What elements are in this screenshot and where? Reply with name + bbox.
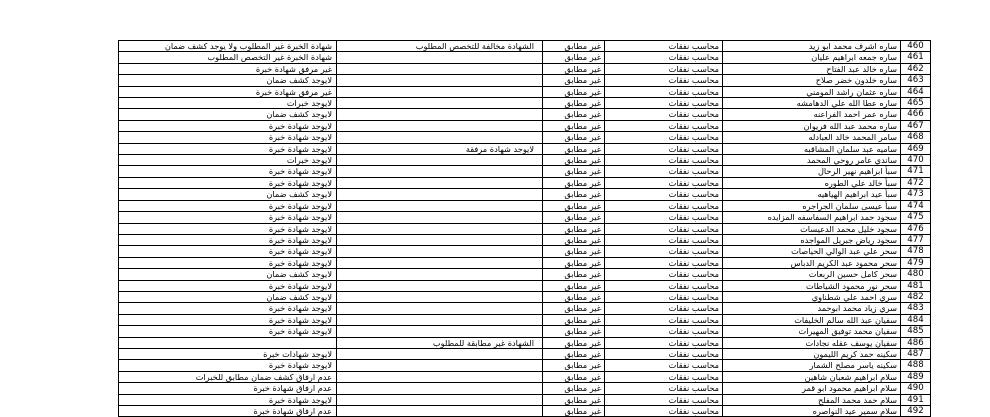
- applicant-name-cell: سحر محمود عبد الكريم الدباس: [723, 257, 901, 268]
- job-title-cell: محاسب نفقات: [605, 63, 723, 74]
- experience-note-cell: شهادة الخبرة غير التخصص المطلوب: [119, 52, 337, 63]
- match-status-cell: غير مطابق: [543, 200, 605, 211]
- row-number-cell: 472: [901, 177, 931, 188]
- job-title-cell: محاسب نفقات: [605, 257, 723, 268]
- job-title-cell: محاسب نفقات: [605, 177, 723, 188]
- specialization-note-cell: [337, 155, 543, 166]
- match-status-cell: غير مطابق: [543, 132, 605, 143]
- row-number-cell: 468: [901, 132, 931, 143]
- table-row: [119, 303, 931, 314]
- row-number-cell: 487: [901, 348, 931, 359]
- row-number-cell: 476: [901, 223, 931, 234]
- specialization-note-cell: [337, 326, 543, 337]
- experience-note-cell: شهادة الخبرة غير المطلوب ولا يوجد كشف ضمان: [119, 41, 337, 52]
- applicant-name-cell: سكينه ياسر مصلح الشمار: [723, 360, 901, 371]
- applicant-name-cell: سحر علي عبد الوالي الحياصات: [723, 246, 901, 257]
- job-title-cell: محاسب نفقات: [605, 303, 723, 314]
- specialization-note-cell: [337, 200, 543, 211]
- match-status-cell: غير مطابق: [543, 337, 605, 348]
- job-title-cell: محاسب نفقات: [605, 75, 723, 86]
- table-row: [119, 269, 931, 280]
- specialization-note-cell: [337, 257, 543, 268]
- match-status-cell: غير مطابق: [543, 383, 605, 394]
- experience-note-cell: لايوجد شهادة خبرة: [119, 314, 337, 325]
- experience-note-cell: لايوجد شهادة خبرة: [119, 246, 337, 257]
- table-row: [119, 246, 931, 257]
- row-number-cell: 481: [901, 280, 931, 291]
- job-title-cell: محاسب نفقات: [605, 212, 723, 223]
- job-title-cell: محاسب نفقات: [605, 41, 723, 52]
- table-row: [119, 41, 931, 52]
- job-title-cell: محاسب نفقات: [605, 143, 723, 154]
- applicant-name-cell: سبأ ابراهيم نهير الرحال: [723, 166, 901, 177]
- table-row: [119, 63, 931, 74]
- experience-note-cell: لايوجد شهادة خبرة: [119, 212, 337, 223]
- experience-note-cell: غير مرفق شهادة خبرة: [119, 63, 337, 74]
- row-number-cell: 467: [901, 120, 931, 131]
- applicant-name-cell: ساره عثمان راشد المومني: [723, 86, 901, 97]
- table-row: [119, 337, 931, 348]
- applicant-name-cell: سلام حمد محمد المفلح: [723, 394, 901, 405]
- applicant-name-cell: سبأ عيد ابراهيم الهياهيه: [723, 189, 901, 200]
- applicant-name-cell: سجود خليل محمد الدعيسات: [723, 223, 901, 234]
- specialization-note-cell: لايوجد شهادة مرفقة: [337, 143, 543, 154]
- applicant-name-cell: سري احمد علي شطناوي: [723, 291, 901, 302]
- applicant-name-cell: سجود رياض جبريل المواجده: [723, 234, 901, 245]
- match-status-cell: غير مطابق: [543, 394, 605, 405]
- applicant-name-cell: سجود حمد ابراهيم السفاسفه المزايده: [723, 212, 901, 223]
- experience-note-cell: [119, 337, 337, 348]
- row-number-cell: 471: [901, 166, 931, 177]
- row-number-cell: 489: [901, 371, 931, 382]
- match-status-cell: غير مطابق: [543, 41, 605, 52]
- experience-note-cell: غير مرفق شهادة خبرة: [119, 86, 337, 97]
- experience-note-cell: لايوجد شهادة خبرة: [119, 223, 337, 234]
- table-row: [119, 166, 931, 177]
- table-row: [119, 223, 931, 234]
- job-title-cell: محاسب نفقات: [605, 371, 723, 382]
- specialization-note-cell: [337, 406, 543, 417]
- row-number-cell: 461: [901, 52, 931, 63]
- experience-note-cell: لايوجد شهادة خبرة: [119, 394, 337, 405]
- applicant-name-cell: ساميه عبد سلمان المشاقبه: [723, 143, 901, 154]
- experience-note-cell: لايوجد شهادة خبرة: [119, 257, 337, 268]
- job-title-cell: محاسب نفقات: [605, 109, 723, 120]
- table-row: [119, 406, 931, 417]
- match-status-cell: غير مطابق: [543, 360, 605, 371]
- experience-note-cell: لايوجد كشف ضمان: [119, 189, 337, 200]
- match-status-cell: غير مطابق: [543, 303, 605, 314]
- specialization-note-cell: [337, 314, 543, 325]
- experience-note-cell: عدم ارفاق شهادة خبرة: [119, 406, 337, 417]
- experience-note-cell: لايوجد شهادة خبرة: [119, 143, 337, 154]
- table-row: [119, 177, 931, 188]
- table-row: [119, 52, 931, 63]
- applicant-name-cell: سلام ابراهيم محمود ابو قمر: [723, 383, 901, 394]
- match-status-cell: غير مطابق: [543, 143, 605, 154]
- specialization-note-cell: [337, 280, 543, 291]
- row-number-cell: 482: [901, 291, 931, 302]
- job-title-cell: محاسب نفقات: [605, 406, 723, 417]
- applicant-name-cell: سلام سمير عيد النواصره: [723, 406, 901, 417]
- specialization-note-cell: [337, 166, 543, 177]
- table-row: [119, 257, 931, 268]
- applicant-name-cell: سحر نور محمود الشياطات: [723, 280, 901, 291]
- match-status-cell: غير مطابق: [543, 177, 605, 188]
- table-row: [119, 200, 931, 211]
- applicant-name-cell: ساره عطا الله علي الدهامشه: [723, 98, 901, 109]
- table-row: [119, 348, 931, 359]
- match-status-cell: غير مطابق: [543, 52, 605, 63]
- job-title-cell: محاسب نفقات: [605, 200, 723, 211]
- experience-note-cell: لايوجد شهادة خبرة: [119, 326, 337, 337]
- table-row: [119, 143, 931, 154]
- row-number-cell: 465: [901, 98, 931, 109]
- job-title-cell: محاسب نفقات: [605, 132, 723, 143]
- applicant-name-cell: ساندي عامر روحي المحمد: [723, 155, 901, 166]
- table-row: [119, 120, 931, 131]
- specialization-note-cell: [337, 75, 543, 86]
- table-row: [119, 360, 931, 371]
- table-row: [119, 109, 931, 120]
- job-title-cell: محاسب نفقات: [605, 166, 723, 177]
- match-status-cell: غير مطابق: [543, 234, 605, 245]
- table-body: [119, 41, 931, 417]
- row-number-cell: 464: [901, 86, 931, 97]
- table-row: [119, 86, 931, 97]
- applicant-name-cell: سامر المحمد خالد العبادله: [723, 132, 901, 143]
- table-row: [119, 383, 931, 394]
- row-number-cell: 486: [901, 337, 931, 348]
- applicant-name-cell: سفيان يوسف عقله نجادات: [723, 337, 901, 348]
- row-number-cell: 460: [901, 41, 931, 52]
- table-row: [119, 280, 931, 291]
- experience-note-cell: لايوجد كشف ضمان: [119, 75, 337, 86]
- row-number-cell: 488: [901, 360, 931, 371]
- experience-note-cell: لايوجد شهادة خبرة: [119, 132, 337, 143]
- job-title-cell: محاسب نفقات: [605, 280, 723, 291]
- row-number-cell: 478: [901, 246, 931, 257]
- row-number-cell: 463: [901, 75, 931, 86]
- experience-note-cell: لايوجد شهادات خبرة: [119, 348, 337, 359]
- row-number-cell: 477: [901, 234, 931, 245]
- experience-note-cell: لايوجد شهادة خبرة: [119, 200, 337, 211]
- experience-note-cell: لايوجد شهادة خبرة: [119, 360, 337, 371]
- applicant-name-cell: سبأ خالد علي الطوره: [723, 177, 901, 188]
- job-title-cell: محاسب نفقات: [605, 269, 723, 280]
- table-row: [119, 98, 931, 109]
- specialization-note-cell: [337, 120, 543, 131]
- table-row: [119, 234, 931, 245]
- job-title-cell: محاسب نفقات: [605, 314, 723, 325]
- experience-note-cell: لايوجد خبرات: [119, 155, 337, 166]
- row-number-cell: 470: [901, 155, 931, 166]
- specialization-note-cell: [337, 132, 543, 143]
- applicants-sheet: [118, 40, 930, 417]
- match-status-cell: غير مطابق: [543, 246, 605, 257]
- job-title-cell: محاسب نفقات: [605, 360, 723, 371]
- job-title-cell: محاسب نفقات: [605, 189, 723, 200]
- experience-note-cell: لايوجد شهادة خبرة: [119, 120, 337, 131]
- match-status-cell: غير مطابق: [543, 75, 605, 86]
- specialization-note-cell: [337, 269, 543, 280]
- specialization-note-cell: [337, 98, 543, 109]
- experience-note-cell: لايوجد كشف ضمان: [119, 269, 337, 280]
- specialization-note-cell: الشهادة غير مطابقة للمطلوب: [337, 337, 543, 348]
- match-status-cell: غير مطابق: [543, 371, 605, 382]
- match-status-cell: غير مطابق: [543, 86, 605, 97]
- match-status-cell: غير مطابق: [543, 109, 605, 120]
- match-status-cell: غير مطابق: [543, 291, 605, 302]
- match-status-cell: غير مطابق: [543, 98, 605, 109]
- applicant-name-cell: سري زياد محمد ابوحمد: [723, 303, 901, 314]
- match-status-cell: غير مطابق: [543, 348, 605, 359]
- row-number-cell: 485: [901, 326, 931, 337]
- match-status-cell: غير مطابق: [543, 120, 605, 131]
- specialization-note-cell: [337, 223, 543, 234]
- applicant-name-cell: سكينه حمد كريم الليمون: [723, 348, 901, 359]
- row-number-cell: 492: [901, 406, 931, 417]
- match-status-cell: غير مطابق: [543, 406, 605, 417]
- row-number-cell: 462: [901, 63, 931, 74]
- applicants-table: [118, 40, 931, 417]
- experience-note-cell: لايوجد شهادة خبرة: [119, 166, 337, 177]
- specialization-note-cell: [337, 291, 543, 302]
- table-row: [119, 155, 931, 166]
- table-row: [119, 212, 931, 223]
- job-title-cell: محاسب نفقات: [605, 120, 723, 131]
- job-title-cell: محاسب نفقات: [605, 52, 723, 63]
- row-number-cell: 466: [901, 109, 931, 120]
- match-status-cell: غير مطابق: [543, 155, 605, 166]
- specialization-note-cell: الشهادة مخالفة للتخصص المطلوب: [337, 41, 543, 52]
- specialization-note-cell: [337, 177, 543, 188]
- experience-note-cell: عدم ارفاق كشف ضمان مطابق للخبرات: [119, 371, 337, 382]
- row-number-cell: 483: [901, 303, 931, 314]
- job-title-cell: محاسب نفقات: [605, 234, 723, 245]
- job-title-cell: محاسب نفقات: [605, 337, 723, 348]
- specialization-note-cell: [337, 63, 543, 74]
- specialization-note-cell: [337, 303, 543, 314]
- job-title-cell: محاسب نفقات: [605, 383, 723, 394]
- job-title-cell: محاسب نفقات: [605, 246, 723, 257]
- match-status-cell: غير مطابق: [543, 326, 605, 337]
- job-title-cell: محاسب نفقات: [605, 394, 723, 405]
- table-row: [119, 291, 931, 302]
- specialization-note-cell: [337, 371, 543, 382]
- row-number-cell: 479: [901, 257, 931, 268]
- job-title-cell: محاسب نفقات: [605, 223, 723, 234]
- applicant-name-cell: سفيان عبد الله سالم الخليفات: [723, 314, 901, 325]
- table-row: [119, 394, 931, 405]
- experience-note-cell: لايوجد شهادة خبرة: [119, 177, 337, 188]
- job-title-cell: محاسب نفقات: [605, 155, 723, 166]
- row-number-cell: 474: [901, 200, 931, 211]
- specialization-note-cell: [337, 234, 543, 245]
- applicant-name-cell: ساره عمر احمد الفراعنه: [723, 109, 901, 120]
- specialization-note-cell: [337, 86, 543, 97]
- applicant-name-cell: سبأ عيسى سلمان الجراجره: [723, 200, 901, 211]
- specialization-note-cell: [337, 109, 543, 120]
- specialization-note-cell: [337, 348, 543, 359]
- experience-note-cell: لايوجد خبرات: [119, 98, 337, 109]
- experience-note-cell: لايوجد شهادة خبرة: [119, 234, 337, 245]
- experience-note-cell: عدم ارفاق شهادة خبرة: [119, 383, 337, 394]
- row-number-cell: 473: [901, 189, 931, 200]
- row-number-cell: 490: [901, 383, 931, 394]
- match-status-cell: غير مطابق: [543, 314, 605, 325]
- experience-note-cell: لايوجد كشف ضمان: [119, 109, 337, 120]
- specialization-note-cell: [337, 52, 543, 63]
- table-row: [119, 326, 931, 337]
- match-status-cell: غير مطابق: [543, 63, 605, 74]
- table-row: [119, 132, 931, 143]
- match-status-cell: غير مطابق: [543, 223, 605, 234]
- specialization-note-cell: [337, 189, 543, 200]
- table-row: [119, 371, 931, 382]
- specialization-note-cell: [337, 360, 543, 371]
- match-status-cell: غير مطابق: [543, 257, 605, 268]
- job-title-cell: محاسب نفقات: [605, 86, 723, 97]
- match-status-cell: غير مطابق: [543, 280, 605, 291]
- job-title-cell: محاسب نفقات: [605, 98, 723, 109]
- experience-note-cell: لايوجد شهادة خبرة: [119, 303, 337, 314]
- table-row: [119, 189, 931, 200]
- specialization-note-cell: [337, 212, 543, 223]
- specialization-note-cell: [337, 394, 543, 405]
- row-number-cell: 480: [901, 269, 931, 280]
- applicant-name-cell: سفيان محمد توفيق المهيرات: [723, 326, 901, 337]
- applicant-name-cell: ساره خلدون خضر صلاح: [723, 75, 901, 86]
- applicant-name-cell: ساره اشرف محمد ابو زيد: [723, 41, 901, 52]
- job-title-cell: محاسب نفقات: [605, 326, 723, 337]
- applicant-name-cell: سحر كامل حسين الربعات: [723, 269, 901, 280]
- row-number-cell: 475: [901, 212, 931, 223]
- experience-note-cell: لايوجد شهادة خبرة: [119, 280, 337, 291]
- row-number-cell: 484: [901, 314, 931, 325]
- job-title-cell: محاسب نفقات: [605, 291, 723, 302]
- match-status-cell: غير مطابق: [543, 189, 605, 200]
- applicant-name-cell: ساره محمد عبد الله فريوان: [723, 120, 901, 131]
- job-title-cell: محاسب نفقات: [605, 348, 723, 359]
- specialization-note-cell: [337, 383, 543, 394]
- applicant-name-cell: ساره خالد عبد الفتاح: [723, 63, 901, 74]
- experience-note-cell: لايوجد كشف ضمان: [119, 291, 337, 302]
- applicant-name-cell: ساره جمعه ابراهيم عليان: [723, 52, 901, 63]
- match-status-cell: غير مطابق: [543, 269, 605, 280]
- table-row: [119, 75, 931, 86]
- match-status-cell: غير مطابق: [543, 212, 605, 223]
- match-status-cell: غير مطابق: [543, 166, 605, 177]
- row-number-cell: 491: [901, 394, 931, 405]
- table-row: [119, 314, 931, 325]
- specialization-note-cell: [337, 246, 543, 257]
- row-number-cell: 469: [901, 143, 931, 154]
- applicant-name-cell: سلام ابراهيم شعبان شاهين: [723, 371, 901, 382]
